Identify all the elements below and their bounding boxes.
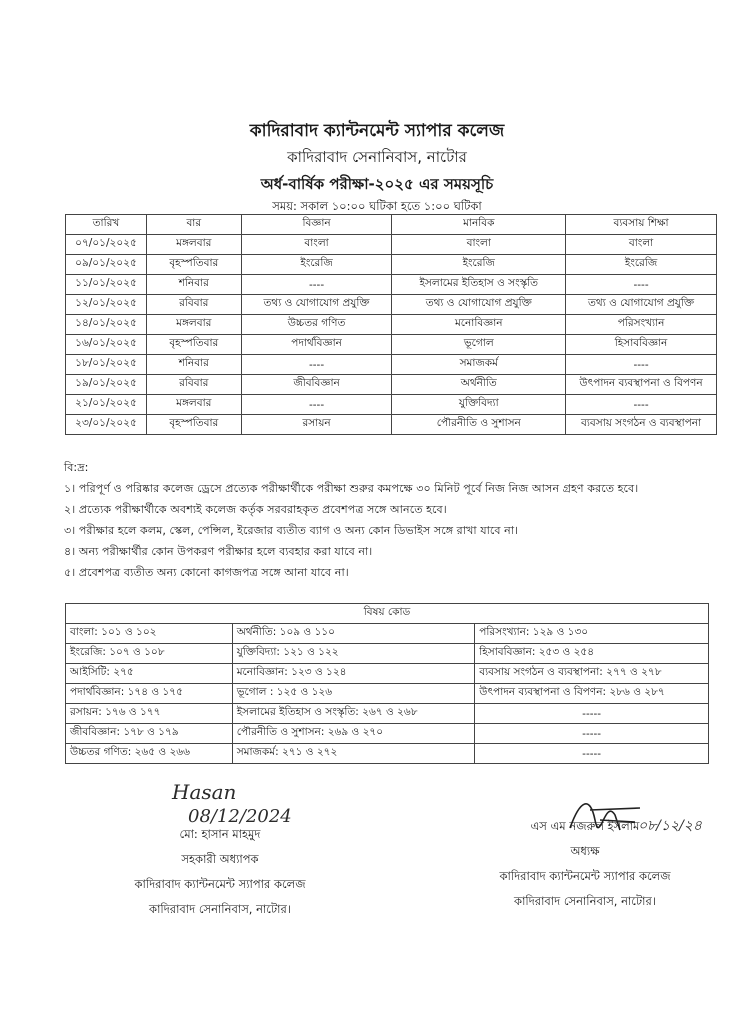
table-cell: ইংরেজি bbox=[241, 255, 392, 275]
table-cell: তথ্য ও যোগাযোগ প্রযুক্তি bbox=[241, 295, 392, 315]
notes-section bbox=[64, 457, 734, 583]
table-cell: বাংলা bbox=[566, 235, 717, 255]
subject-code-cell: ব্যবসায় সংগঠন ও ব্যবস্থাপনা: ২৭৭ ও ২৭৮ bbox=[475, 664, 709, 684]
notes-heading: বি:দ্র: bbox=[64, 461, 89, 474]
table-cell: শনিবার bbox=[146, 275, 241, 295]
subject-code-title-row bbox=[66, 604, 709, 624]
signatory-college: কাদিরাবাদ ক্যান্টনমেন্ট স্যাপার কলেজ bbox=[134, 877, 306, 891]
subject-code-cell: উৎপাদন ব্যবস্থাপনা ও বিপণন: ২৮৬ ও ২৮৭ bbox=[475, 684, 709, 704]
table-cell: রসায়ন bbox=[241, 415, 392, 435]
subject-code-cell: উচ্চতর গণিত: ২৬৫ ও ২৬৬ bbox=[66, 744, 233, 764]
subject-code-cell: যুক্তিবিদ্যা: ১২১ ও ১২২ bbox=[232, 644, 475, 664]
table-cell: বাংলা bbox=[241, 235, 392, 255]
column-header: ব্যবসায় শিক্ষা bbox=[566, 215, 717, 235]
table-cell: ২৩/০১/২০২৫ bbox=[66, 415, 147, 435]
college-address: কাদিরাবাদ সেনানিবাস, নাটোর bbox=[287, 148, 467, 166]
subject-code-cell: ----- bbox=[475, 724, 709, 744]
table-cell: হিসাববিজ্ঞান bbox=[566, 335, 717, 355]
table-row bbox=[66, 375, 717, 395]
table-row bbox=[66, 704, 709, 724]
table-cell: শনিবার bbox=[146, 355, 241, 375]
signatory-address: কাদিরাবাদ সেনানিবাস, নাটোর। bbox=[514, 894, 656, 908]
subject-code-cell: ----- bbox=[475, 704, 709, 724]
table-cell: উৎপাদন ব্যবস্থাপনা ও বিপণন bbox=[566, 375, 717, 395]
table-cell: পৌরনীতি ও সুশাসন bbox=[392, 415, 566, 435]
table-cell: বাংলা bbox=[392, 235, 566, 255]
table-row bbox=[66, 275, 717, 295]
table-row bbox=[66, 644, 709, 664]
subject-code-cell: পদার্থবিজ্ঞান: ১৭৪ ও ১৭৫ bbox=[66, 684, 233, 704]
note-item: ৩। পরীক্ষার হলে কলম, স্কেল, পেন্সিল, ইরেজার ব্যতীত ব্যাগ ও অন্য কোন ডিভাইস সঙ্গে রাখা যাবে না। bbox=[64, 524, 519, 537]
table-cell: বৃহস্পতিবার bbox=[146, 335, 241, 355]
column-header: তারিখ bbox=[66, 215, 147, 235]
table-header-row bbox=[66, 215, 717, 235]
subject-code-cell: পরিসংখ্যান: ১২৯ ও ১৩০ bbox=[475, 624, 709, 644]
signatory-designation: সহকারী অধ্যাপক bbox=[181, 852, 259, 866]
table-cell: রবিবার bbox=[146, 375, 241, 395]
table-cell: ---- bbox=[241, 395, 392, 415]
table-cell: ---- bbox=[566, 395, 717, 415]
table-row bbox=[66, 395, 717, 415]
exam-title: অর্ধ-বার্ষিক পরীক্ষা-২০২৫ এর সময়সূচি bbox=[260, 175, 494, 193]
table-row bbox=[66, 684, 709, 704]
table-cell: ১৪/০১/২০২৫ bbox=[66, 315, 147, 335]
exam-time: সময়: সকাল ১০:০০ ঘটিকা হতে ১:০০ ঘটিকা bbox=[272, 199, 482, 213]
table-cell: ভূগোল bbox=[392, 335, 566, 355]
table-cell: ইসলামের ইতিহাস ও সংস্কৃতি bbox=[392, 275, 566, 295]
subject-code-table bbox=[65, 603, 709, 764]
column-header: বিজ্ঞান bbox=[241, 215, 392, 235]
signature-block-right bbox=[480, 818, 702, 912]
subject-code-cell: জীববিজ্ঞান: ১৭৮ ও ১৭৯ bbox=[66, 724, 233, 744]
table-cell: বৃহস্পতিবার bbox=[146, 255, 241, 275]
college-name: কাদিরাবাদ ক্যান্টনমেন্ট স্যাপার কলেজ bbox=[249, 121, 505, 141]
table-row bbox=[66, 664, 709, 684]
subject-code-cell: অর্থনীতি: ১০৯ ও ১১০ bbox=[232, 624, 475, 644]
table-cell: অর্থনীতি bbox=[392, 375, 566, 395]
table-cell: ইংরেজি bbox=[392, 255, 566, 275]
note-item: ৫। প্রবেশপত্র ব্যতীত অন্য কোনো কাগজপত্র সঙ্গে আনা যাবে না। bbox=[64, 566, 349, 579]
table-row bbox=[66, 744, 709, 764]
subject-code-cell: ভূগোল : ১২৫ ও ১২৬ bbox=[232, 684, 475, 704]
table-cell: বৃহস্পতিবার bbox=[146, 415, 241, 435]
table-cell: ২১/০১/২০২৫ bbox=[66, 395, 147, 415]
signatory-address: কাদিরাবাদ সেনানিবাস, নাটোর। bbox=[149, 902, 291, 916]
subject-code-cell: বাংলা: ১০১ ও ১০২ bbox=[66, 624, 233, 644]
table-cell: তথ্য ও যোগাযোগ প্রযুক্তি bbox=[392, 295, 566, 315]
table-cell: তথ্য ও যোগাযোগ প্রযুক্তি bbox=[566, 295, 717, 315]
signatory-name: এস এম নজরুল ইসলাম bbox=[530, 819, 640, 833]
subject-code-title: বিষয় কোড bbox=[66, 604, 709, 624]
signature-right-date: ০৮/১২/২৪ bbox=[638, 818, 702, 834]
subject-code-cell: পৌরনীতি ও সুশাসন: ২৬৯ ও ২৭০ bbox=[232, 724, 475, 744]
table-row bbox=[66, 255, 717, 275]
table-cell: ১১/০১/২০২৫ bbox=[66, 275, 147, 295]
exam-routine-table bbox=[65, 214, 717, 435]
table-cell: ১৬/০১/২০২৫ bbox=[66, 335, 147, 355]
subject-code-cell: ইসলামের ইতিহাস ও সংস্কৃতি: ২৬৭ ও ২৬৮ bbox=[232, 704, 475, 724]
signatory-college: কাদিরাবাদ ক্যান্টনমেন্ট স্যাপার কলেজ bbox=[499, 869, 671, 883]
table-cell: ---- bbox=[241, 355, 392, 375]
table-cell: পরিসংখ্যান bbox=[566, 315, 717, 335]
column-header: বার bbox=[146, 215, 241, 235]
table-cell: মঙ্গলবার bbox=[146, 395, 241, 415]
table-row bbox=[66, 235, 717, 255]
table-cell: উচ্চতর গণিত bbox=[241, 315, 392, 335]
table-row bbox=[66, 415, 717, 435]
table-cell: ---- bbox=[566, 275, 717, 295]
table-cell: রবিবার bbox=[146, 295, 241, 315]
table-cell: সমাজকর্ম bbox=[392, 355, 566, 375]
subject-code-cell: রসায়ন: ১৭৬ ও ১৭৭ bbox=[66, 704, 233, 724]
table-cell: ---- bbox=[566, 355, 717, 375]
table-cell: পদার্থবিজ্ঞান bbox=[241, 335, 392, 355]
table-cell: ---- bbox=[241, 275, 392, 295]
signatory-designation: অধ্যক্ষ bbox=[570, 844, 600, 858]
subject-code-cell: হিসাববিজ্ঞান: ২৫৩ ও ২৫৪ bbox=[475, 644, 709, 664]
subject-code-cell: মনোবিজ্ঞান: ১২৩ ও ১২৪ bbox=[232, 664, 475, 684]
note-item: ১। পরিপূর্ণ ও পরিষ্কার কলেজ ড্রেসে প্রত্যেক পরীক্ষার্থীকে পরীক্ষা শুরুর কমপক্ষে ৩০ মিনিট পূর্বে নিজ নিজ আসন গ্রহণ করতে হবে। bbox=[64, 482, 639, 495]
table-row bbox=[66, 295, 717, 315]
note-item: ২। প্রত্যেক পরীক্ষার্থীকে অবশ্যই কলেজ কর্তৃক সরবরাহকৃত প্রবেশপত্র সঙ্গে আনতে হবে। bbox=[64, 503, 447, 516]
table-cell: ১৯/০১/২০২৫ bbox=[66, 375, 147, 395]
signatory-name: মো: হাসান মাহমুদ bbox=[179, 827, 261, 841]
table-cell: ব্যবসায় সংগঠন ও ব্যবস্থাপনা bbox=[566, 415, 717, 435]
subject-code-cell: ইংরেজি: ১০৭ ও ১০৮ bbox=[66, 644, 233, 664]
table-cell: জীববিজ্ঞান bbox=[241, 375, 392, 395]
table-row bbox=[66, 724, 709, 744]
table-cell: মঙ্গলবার bbox=[146, 235, 241, 255]
table-cell: যুক্তিবিদ্যা bbox=[392, 395, 566, 415]
table-cell: মঙ্গলবার bbox=[146, 315, 241, 335]
subject-code-cell: আইসিটি: ২৭৫ bbox=[66, 664, 233, 684]
table-row bbox=[66, 335, 717, 355]
signature-block-left bbox=[110, 826, 330, 920]
table-row bbox=[66, 315, 717, 335]
subject-code-cell: সমাজকর্ম: ২৭১ ও ২৭২ bbox=[232, 744, 475, 764]
table-cell: মনোবিজ্ঞান bbox=[392, 315, 566, 335]
signature-left-date: 08/12/2024 bbox=[188, 806, 292, 827]
table-row bbox=[66, 355, 717, 375]
table-cell: ১৮/০১/২০২৫ bbox=[66, 355, 147, 375]
note-item: ৪। অন্য পরীক্ষার্থীর কোন উপকরণ পরীক্ষার হলে ব্যবহার করা যাবে না। bbox=[64, 545, 373, 558]
table-cell: ইংরেজি bbox=[566, 255, 717, 275]
table-row bbox=[66, 624, 709, 644]
subject-code-cell: ----- bbox=[475, 744, 709, 764]
table-cell: ০৯/০১/২০২৫ bbox=[66, 255, 147, 275]
column-header: মানবিক bbox=[392, 215, 566, 235]
table-cell: ০৭/০১/২০২৫ bbox=[66, 235, 147, 255]
table-cell: ১২/০১/২০২৫ bbox=[66, 295, 147, 315]
signature-left: Hasan bbox=[172, 780, 237, 804]
